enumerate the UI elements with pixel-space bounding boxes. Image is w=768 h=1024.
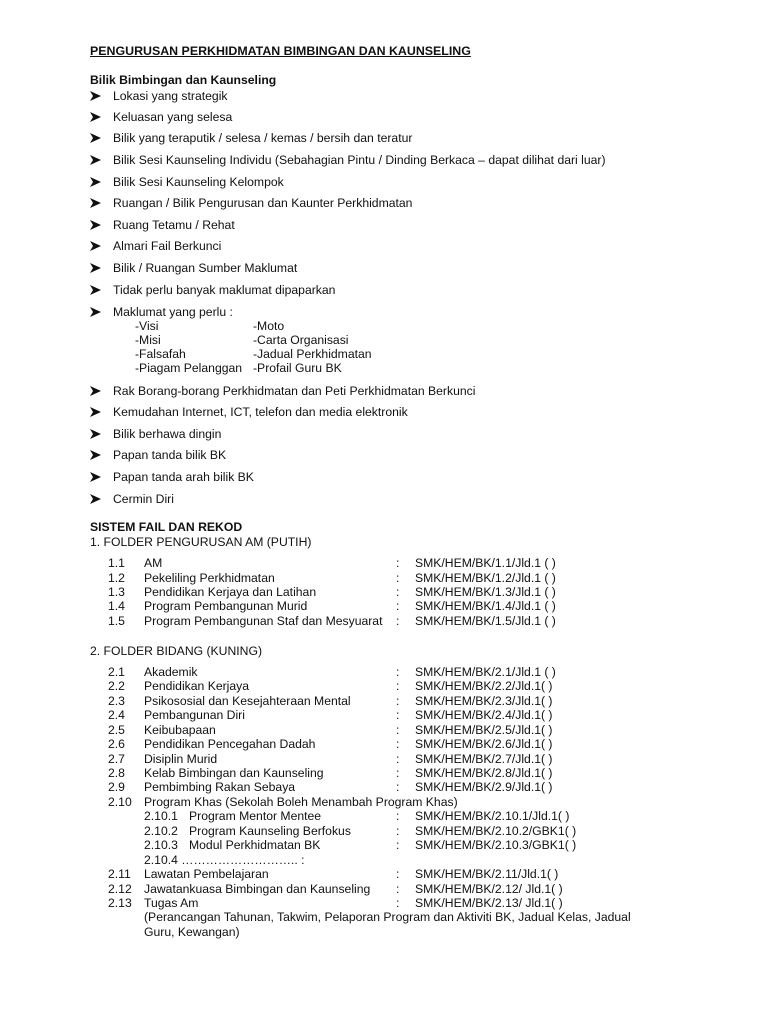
arrow-bullet-icon xyxy=(90,239,104,251)
arrow-bullet-icon xyxy=(90,305,104,317)
tugas-am-note-line1: (Perancangan Tahunan, Takwim, Pelaporan Program dan Aktiviti BK, Jadual Kelas, Jadual xyxy=(144,910,631,924)
maklumat-item: -Falsafah xyxy=(135,347,186,361)
maklumat-item: -Piagam Pelanggan xyxy=(135,361,243,375)
arrow-bullet-icon xyxy=(90,153,104,165)
arrow-bullet-icon xyxy=(90,470,104,482)
arrow-bullet-icon xyxy=(90,492,104,504)
folder2-title: 2. FOLDER BIDANG (KUNING) xyxy=(90,644,262,658)
arrow-bullet-icon xyxy=(90,283,104,295)
maklumat-item: -Visi xyxy=(135,319,159,333)
maklumat-item: -Jadual Perkhidmatan xyxy=(253,347,372,361)
maklumat-item: -Misi xyxy=(135,333,161,347)
arrow-bullet-icon xyxy=(90,196,104,208)
tugas-am-note-line2: Guru, Kewangan) xyxy=(144,925,240,939)
arrow-bullet-icon xyxy=(90,175,104,187)
arrow-bullet-icon xyxy=(90,89,104,101)
arrow-bullet-icon xyxy=(90,110,104,122)
arrow-bullet-icon xyxy=(90,405,104,417)
maklumat-item: -Moto xyxy=(253,319,285,333)
bilik-heading: Bilik Bimbingan dan Kaunseling xyxy=(90,73,277,87)
arrow-bullet-icon xyxy=(90,384,104,396)
sistem-heading: SISTEM FAIL DAN REKOD xyxy=(90,520,243,534)
arrow-bullet-icon xyxy=(90,218,104,230)
folder1-title: 1. FOLDER PENGURUSAN AM (PUTIH) xyxy=(90,535,312,549)
maklumat-item: -Profail Guru BK xyxy=(253,361,342,375)
document-title: PENGURUSAN PERKHIDMATAN BIMBINGAN DAN KAUNSELING xyxy=(90,44,471,58)
arrow-bullet-icon xyxy=(90,131,104,143)
document-page: PENGURUSAN PERKHIDMATAN BIMBINGAN DAN KAUNSELING Bilik Bimbingan dan Kaunseling Lokasi yang strategik Keluasan yang selesa Bilik yang teraputik / selesa / kemas / bersih dan teratur Bilik Sesi Kaunseling Individu (Sebahagian Pintu / Dinding Berkaca – dapat dilihat dari luar) Bilik Sesi Kaunseling Kelompok Ruangan / Bilik Pengurusan dan Kaunter Perkhidmatan Ruang Tetamu / Rehat Almari Fail Berkunci Bilik / Ruangan Sumber Maklumat Tidak perlu banyak maklumat dipaparkan Maklumat yang perlu : -Visi -Moto -Misi -Carta Organisasi -Falsafah -Jadual Perkhidmatan -Piagam Pelanggan -Profail Guru BK Rak Borang-borang Perkhidmatan dan Peti Perkhidmatan Berkunci Kemudahan Internet, ICT, telefon dan media elektronik Bilik berhawa dingin Papan tanda bilik BK Papan tanda arah bilik BK Cermin Diri SISTEM FAIL DAN REKOD 1. FOLDER PENGURUSAN AM (PUTIH) 1.1 AM : SMK/HEM/BK/1.1/Jld.1 ( ) 1.2 Pekeliling Perkhidmatan : SMK/HEM/BK/1.2/Jld.1 ( ) 1.3 Pendidikan Kerjaya dan Latihan : SMK/HEM/BK/1.3/Jld.1 ( ) 1.4 Program Pembangunan Murid : SMK/HEM/BK/1.4/Jld.1 ( ) 1.5 Program Pembangunan Staf dan Mesyuarat : SMK/HEM/BK/1.5/Jld.1 ( ) 2. FOLDER BIDANG (KUNING) 2.1 Akademik : SMK/HEM/BK/2.1/Jld.1 ( ) 2.2 Pendidikan Kerjaya : SMK/HEM/BK/2.2/Jld.1( ) 2.3 Psikososial dan Kesejahteraan Mental : SMK/HEM/BK/2.3/Jld.1( ) 2.4 Pembangunan Diri : SMK/HEM/BK/2.4/Jld.1( ) 2.5 Keibubapaan : SMK/HEM/BK/2.5/Jld.1( ) 2.6 Pendidikan Pencegahan Dadah : SMK/HEM/BK/2.6/Jld.1( ) 2.7 Disiplin Murid : SMK/HEM/BK/2.7/Jld.1( ) 2.8 Kelab Bimbingan dan Kaunseling : SMK/HEM/BK/2.8/Jld.1( ) 2.9 Pembimbing Rakan Sebaya : SMK/HEM/BK/2.9/Jld.1( ) 2.10 Program Khas (Sekolah Boleh Menambah Program Khas) 2.10.1 Program Mentor Mentee : SMK/HEM/BK/2.10.1/Jld.1( ) 2.10.2 Program Kaunseling Berfokus : SMK/HEM/BK/2.10.2/GBK1( ) 2.10.3 Modul Perkhidmatan BK : SMK/HEM/BK/2.10.3/GBK1( ) 2.10.4 ……………………….. : 2.11 Lawatan Pembelajaran : SMK/HEM/BK/2.11/Jld.1( ) 2.12 Jawatankuasa Bimbingan dan Kaunseling : SMK/HEM/BK/2.12/ Jld.1( ) 2.13 Tugas Am : SMK/HEM/BK/2.13/ Jld.1( ) (Perancangan Tahunan, Takwim, Pelaporan Program dan Aktiviti BK, Jadual Kelas, Jadual Guru, Kewangan) xyxy=(90,44,631,939)
arrow-bullet-icon xyxy=(90,427,104,439)
maklumat-item: -Carta Organisasi xyxy=(253,333,349,347)
arrow-bullet-icon xyxy=(90,261,104,273)
arrow-bullet-icon xyxy=(90,448,104,460)
